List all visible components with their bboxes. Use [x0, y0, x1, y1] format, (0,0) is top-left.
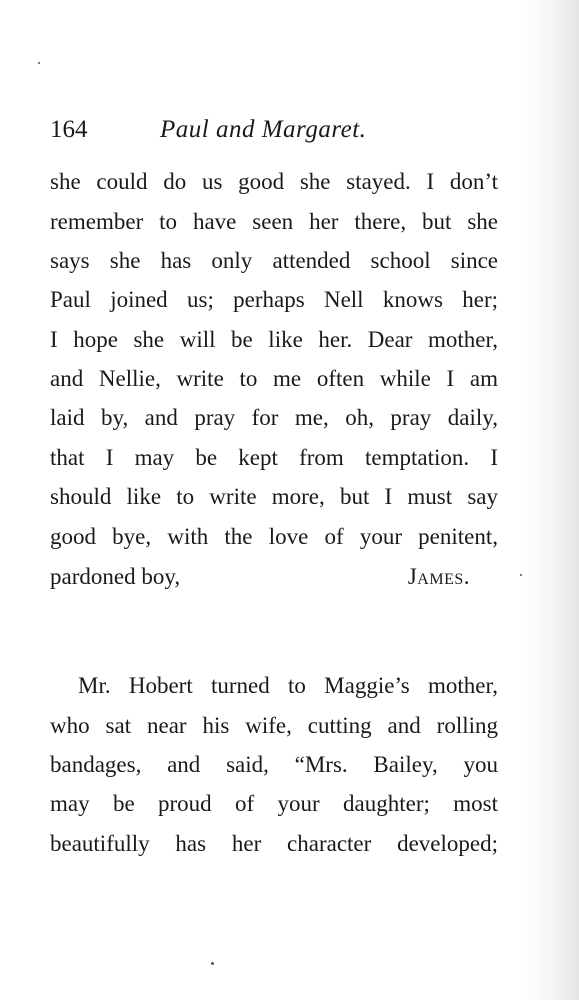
letter-closing: pardoned boy,: [50, 564, 181, 589]
text-line: good bye, with the love of your penitent,: [50, 524, 498, 549]
paper-speck: [38, 62, 40, 64]
text-line: may be proud of your daughter; most: [50, 791, 498, 816]
text-line: bandages, and said, “Mrs. Bailey, you: [50, 752, 498, 777]
text-line: I hope she will be like her. Dear mother,: [50, 327, 498, 352]
text-line: says she has only attended school since: [50, 248, 498, 273]
letter-signature: James.: [407, 564, 470, 589]
text-line: who sat near his wife, cutting and rolling: [50, 713, 498, 738]
running-head: [50, 114, 520, 146]
text-line: she could do us good she stayed. I don’t: [50, 169, 498, 194]
text-line: Mr. Hobert turned to Maggie’s mother,: [78, 673, 498, 698]
letter-signoff: [50, 560, 498, 594]
text-line: and Nellie, write to me often while I am: [50, 366, 498, 391]
text-line: that I may be kept from temptation. I: [50, 445, 498, 470]
text-line: laid by, and pray for me, oh, pray daily,: [50, 405, 498, 430]
text-line: beautifully has her character developed;: [50, 831, 498, 856]
running-title: Paul and Margaret.: [160, 116, 367, 143]
page-number: 164: [50, 116, 88, 143]
paper-speck: [211, 962, 214, 965]
paper-speck: [520, 574, 522, 576]
text-line: Paul joined us; perhaps Nell knows her;: [50, 287, 498, 312]
text-line: remember to have seen her there, but she: [50, 209, 498, 234]
text-line: should like to write more, but I must say: [50, 484, 498, 509]
